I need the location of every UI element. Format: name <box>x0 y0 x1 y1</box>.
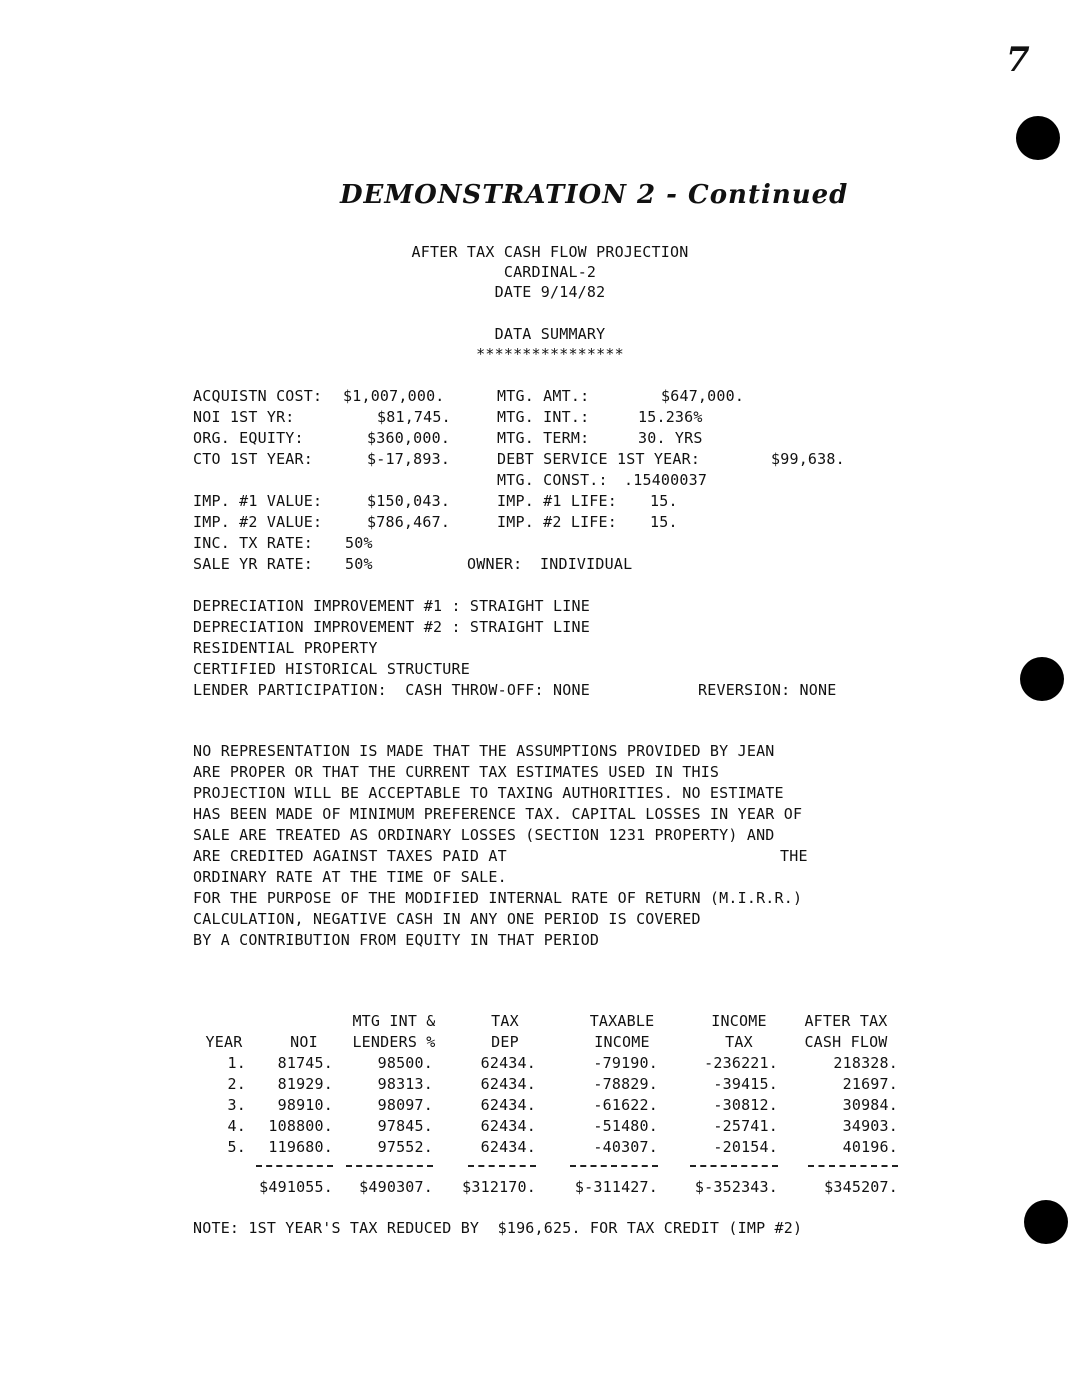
lender-participation: LENDER PARTICIPATION: CASH THROW-OFF: NONE <box>193 681 590 699</box>
equity-label: ORG. EQUITY: <box>193 429 304 447</box>
imp2-life-label: IMP. #2 LIFE: <box>497 513 617 531</box>
total-tax-dep: $312170. <box>462 1178 536 1196</box>
header-after-tax-cash-flow: CASH FLOW <box>804 1033 888 1051</box>
mortgage-term-label: MTG. TERM: <box>497 429 590 447</box>
punch-hole-bottom <box>1024 1200 1068 1244</box>
cell-taxable-income: -40307. <box>593 1138 658 1156</box>
disclaimer-line-4: HAS BEEN MADE OF MINIMUM PREFERENCE TAX. CAPITAL LOSSES IN YEAR OF <box>193 805 803 823</box>
cell-tax-dep: 62434. <box>480 1117 536 1135</box>
disclaimer-line-1: NO REPRESENTATION IS MADE THAT THE ASSUMPTIONS PROVIDED BY JEAN <box>193 742 775 760</box>
property-type: RESIDENTIAL PROPERTY <box>193 639 378 657</box>
cell-after-tax-cash-flow: 34903. <box>842 1117 898 1135</box>
disclaimer-line-6-end: THE <box>780 847 808 865</box>
noi-label: NOI 1ST YR: <box>193 408 295 426</box>
cell-year: 2. <box>227 1075 246 1093</box>
cell-income-tax: -25741. <box>713 1117 778 1135</box>
cell-income-tax: -236221. <box>704 1054 778 1072</box>
page-number: 7 <box>1006 40 1030 80</box>
cell-year: 3. <box>227 1096 246 1114</box>
owner-label: OWNER: <box>467 555 523 573</box>
total-noi: $491055. <box>259 1178 333 1196</box>
header-income-tax-top: INCOME <box>711 1012 767 1030</box>
disclaimer-line-8: FOR THE PURPOSE OF THE MODIFIED INTERNAL RATE OF RETURN (M.I.R.R.) <box>193 889 803 907</box>
header-tax-dep: DEP <box>491 1033 519 1051</box>
cell-tax-dep: 62434. <box>480 1054 536 1072</box>
header-mtg-int-top: MTG INT & <box>352 1012 436 1030</box>
header-year: YEAR <box>205 1033 243 1051</box>
mortgage-constant-value: .15400037 <box>624 471 708 489</box>
debt-service-value: $99,638. <box>771 450 845 468</box>
cell-taxable-income: -61622. <box>593 1096 658 1114</box>
cell-income-tax: -20154. <box>713 1138 778 1156</box>
header-taxable-income-top: TAXABLE <box>589 1012 655 1030</box>
mortgage-term-value: 30. YRS <box>638 429 703 447</box>
report-title: AFTER TAX CASH FLOW PROJECTION <box>411 243 689 261</box>
equity-value: $360,000. <box>367 429 451 447</box>
header-tax-dep-top: TAX <box>491 1012 519 1030</box>
noi-value: $81,745. <box>377 408 451 426</box>
tax-credit-note: NOTE: 1ST YEAR'S TAX REDUCED BY $196,625. FOR TAX CREDIT (IMP #2) <box>193 1219 803 1237</box>
cell-after-tax-cash-flow: 21697. <box>842 1075 898 1093</box>
cto-label: CTO 1ST YEAR: <box>193 450 313 468</box>
cell-income-tax: -30812. <box>713 1096 778 1114</box>
cell-tax-dep: 62434. <box>480 1138 536 1156</box>
header-noi: NOI <box>290 1033 318 1051</box>
cto-value: $-17,893. <box>367 450 451 468</box>
total-separator <box>346 1165 433 1167</box>
punch-hole-top <box>1016 116 1060 160</box>
cell-taxable-income: -79190. <box>593 1054 658 1072</box>
header-income-tax: TAX <box>725 1033 753 1051</box>
cell-year: 1. <box>227 1054 246 1072</box>
imp2-value: $786,467. <box>367 513 451 531</box>
depreciation-line-2: DEPRECIATION IMPROVEMENT #2 : STRAIGHT LINE <box>193 618 590 636</box>
cell-noi: 108800. <box>268 1117 333 1135</box>
total-separator <box>808 1165 898 1167</box>
imp1-life-label: IMP. #1 LIFE: <box>497 492 617 510</box>
debt-service-label: DEBT SERVICE 1ST YEAR: <box>497 450 701 468</box>
total-separator <box>690 1165 778 1167</box>
cell-income-tax: -39415. <box>713 1075 778 1093</box>
total-separator <box>468 1165 536 1167</box>
total-after-tax-cash-flow: $345207. <box>824 1178 898 1196</box>
historical-structure: CERTIFIED HISTORICAL STRUCTURE <box>193 660 470 678</box>
mortgage-amount-label: MTG. AMT.: <box>497 387 590 405</box>
header-after-tax-cash-flow-top: AFTER TAX <box>804 1012 888 1030</box>
imp2-life-value: 15. <box>650 513 678 531</box>
sale-year-rate-value: 50% <box>345 555 373 573</box>
cell-taxable-income: -51480. <box>593 1117 658 1135</box>
cell-noi: 98910. <box>277 1096 333 1114</box>
cell-taxable-income: -78829. <box>593 1075 658 1093</box>
income-tax-rate-label: INC. TX RATE: <box>193 534 313 552</box>
mortgage-constant-label: MTG. CONST.: <box>497 471 608 489</box>
cell-noi: 81929. <box>277 1075 333 1093</box>
owner-value: INDIVIDUAL <box>540 555 633 573</box>
acquisition-cost-value: $1,007,000. <box>343 387 445 405</box>
cell-mtg-int: 98313. <box>377 1075 433 1093</box>
imp1-value: $150,043. <box>367 492 451 510</box>
section-title: DATA SUMMARY <box>494 325 606 343</box>
reversion: REVERSION: NONE <box>698 681 837 699</box>
disclaimer-line-5: SALE ARE TREATED AS ORDINARY LOSSES (SECTION 1231 PROPERTY) AND <box>193 826 775 844</box>
imp1-value-label: IMP. #1 VALUE: <box>193 492 323 510</box>
imp1-life-value: 15. <box>650 492 678 510</box>
cell-after-tax-cash-flow: 30984. <box>842 1096 898 1114</box>
cell-year: 4. <box>227 1117 246 1135</box>
cell-noi: 119680. <box>268 1138 333 1156</box>
report-date: DATE 9/14/82 <box>494 283 606 301</box>
disclaimer-line-3: PROJECTION WILL BE ACCEPTABLE TO TAXING AUTHORITIES. NO ESTIMATE <box>193 784 784 802</box>
disclaimer-line-6: ARE CREDITED AGAINST TAXES PAID AT <box>193 847 507 865</box>
header-taxable-income: INCOME <box>594 1033 650 1051</box>
cell-after-tax-cash-flow: 40196. <box>842 1138 898 1156</box>
cell-mtg-int: 98500. <box>377 1054 433 1072</box>
punch-hole-middle <box>1020 657 1064 701</box>
depreciation-line-1: DEPRECIATION IMPROVEMENT #1 : STRAIGHT LINE <box>193 597 590 615</box>
mortgage-interest-value: 15.236% <box>638 408 703 426</box>
mortgage-amount-value: $647,000. <box>661 387 745 405</box>
total-mtg-int: $490307. <box>359 1178 433 1196</box>
total-separator <box>570 1165 658 1167</box>
disclaimer-line-7: ORDINARY RATE AT THE TIME OF SALE. <box>193 868 507 886</box>
mortgage-interest-label: MTG. INT.: <box>497 408 590 426</box>
acquisition-cost-label: ACQUISTN COST: <box>193 387 323 405</box>
cell-noi: 81745. <box>277 1054 333 1072</box>
imp2-value-label: IMP. #2 VALUE: <box>193 513 323 531</box>
property-name: CARDINAL-2 <box>503 263 597 281</box>
section-stars: **************** <box>476 345 624 363</box>
total-separator <box>256 1165 333 1167</box>
disclaimer-line-10: BY A CONTRIBUTION FROM EQUITY IN THAT PERIOD <box>193 931 600 949</box>
total-taxable-income: $-311427. <box>574 1178 658 1196</box>
cell-tax-dep: 62434. <box>480 1075 536 1093</box>
income-tax-rate-value: 50% <box>345 534 373 552</box>
total-income-tax: $-352343. <box>694 1178 778 1196</box>
header-mtg-int: LENDERS % <box>352 1033 436 1051</box>
cell-year: 5. <box>227 1138 246 1156</box>
cell-mtg-int: 97552. <box>377 1138 433 1156</box>
cell-after-tax-cash-flow: 218328. <box>833 1054 898 1072</box>
disclaimer-line-9: CALCULATION, NEGATIVE CASH IN ANY ONE PERIOD IS COVERED <box>193 910 701 928</box>
cell-mtg-int: 98097. <box>377 1096 433 1114</box>
handwritten-title: DEMONSTRATION 2 - Continued <box>340 180 849 210</box>
cell-mtg-int: 97845. <box>377 1117 433 1135</box>
sale-year-rate-label: SALE YR RATE: <box>193 555 313 573</box>
disclaimer-line-2: ARE PROPER OR THAT THE CURRENT TAX ESTIMATES USED IN THIS <box>193 763 720 781</box>
cell-tax-dep: 62434. <box>480 1096 536 1114</box>
